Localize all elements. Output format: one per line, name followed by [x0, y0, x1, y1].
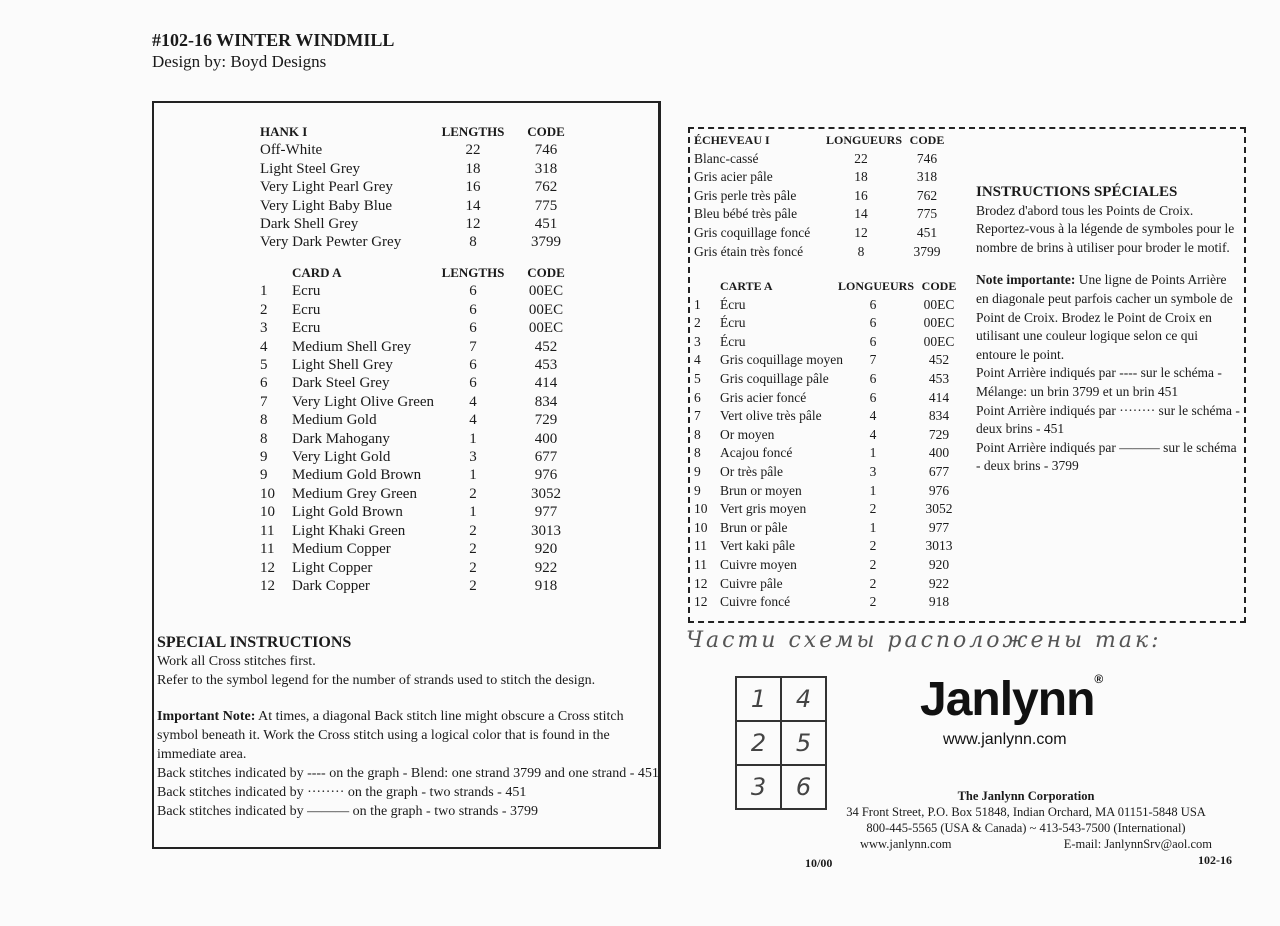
- thread-code: 400: [928, 445, 950, 461]
- thread-number: 6: [694, 389, 701, 405]
- thread-row: [694, 593, 970, 612]
- grid-cell: 5: [781, 721, 826, 765]
- thread-row: [260, 301, 576, 319]
- special-p2-fr: Reportez-vous à la légende de symboles pour le nombre de brins à utiliser pour broder le motif.: [976, 221, 1235, 255]
- hank-fr-col-lengths: LONGUEURS: [826, 133, 903, 147]
- special-p1-en: Work all Cross stitches first.: [157, 654, 316, 669]
- thread-code: 920: [928, 556, 950, 572]
- thread-row: [260, 522, 576, 540]
- hank-table-fr: [694, 131, 958, 261]
- thread-length: 4: [869, 426, 877, 442]
- corp-phone: 800-445-5565 (USA & Canada) ~ 413-543-7500 (International): [866, 821, 1186, 835]
- thread-name: Medium Copper: [292, 541, 391, 558]
- thread-code: 3052: [531, 485, 561, 502]
- thread-number: 3: [694, 333, 701, 349]
- thread-name: Light Steel Grey: [260, 160, 360, 177]
- thread-name: Very Light Gold: [292, 449, 391, 466]
- thread-row: [260, 577, 576, 595]
- thread-length: 14: [854, 206, 868, 222]
- thread-name: Vert kaki pâle: [720, 538, 795, 554]
- thread-code: 976: [928, 482, 950, 498]
- thread-row: [260, 485, 576, 503]
- thread-row: [694, 407, 970, 426]
- backstitch-blend-fr: Point Arrière indiqués par ---- sur le schéma - Mélange: un brin 3799 et un brin 451: [976, 365, 1222, 399]
- grid-cell: 3: [736, 765, 781, 809]
- card-fr-col-lengths: LONGUEURS: [838, 279, 915, 293]
- thread-number: 10: [260, 504, 275, 521]
- thread-row: [694, 537, 970, 556]
- thread-length: 1: [869, 519, 877, 535]
- thread-length: 4: [869, 408, 877, 424]
- card-col-code: CODE: [527, 265, 565, 280]
- thread-name: Gris acier pâle: [694, 169, 773, 185]
- thread-row: [260, 393, 576, 411]
- thread-row: [694, 224, 958, 243]
- note-label-en: Important Note:: [157, 709, 256, 724]
- thread-length: 1: [469, 430, 477, 447]
- thread-code: 775: [916, 206, 938, 222]
- thread-name: Very Light Olive Green: [292, 393, 435, 410]
- thread-row: [694, 556, 970, 575]
- thread-code: 977: [534, 504, 558, 521]
- card-header-fr: [694, 277, 970, 296]
- thread-name: Medium Gold: [292, 412, 377, 429]
- thread-row: [260, 141, 576, 159]
- thread-number: 9: [260, 449, 268, 466]
- hank-table-en: [260, 123, 576, 252]
- thread-code: 3799: [913, 243, 941, 259]
- thread-name: Light Gold Brown: [292, 504, 403, 521]
- thread-row: [260, 356, 576, 374]
- thread-row: [260, 430, 576, 448]
- thread-length: 7: [469, 338, 477, 355]
- thread-row: [694, 500, 970, 519]
- thread-row: [694, 426, 970, 445]
- french-panel: [688, 127, 1246, 623]
- thread-length: 1: [869, 445, 877, 461]
- thread-row: [260, 319, 576, 337]
- thread-code: 775: [534, 197, 558, 214]
- thread-code: 977: [928, 519, 950, 535]
- thread-name: Very Light Baby Blue: [260, 197, 393, 214]
- thread-row: [260, 197, 576, 215]
- thread-row: [694, 444, 970, 463]
- special-heading-en: SPECIAL INSTRUCTIONS: [157, 634, 352, 651]
- backstitch-blend-en: Back stitches indicated by ---- on the graph - Blend: one strand 3799 and one strand - 451: [157, 766, 659, 781]
- thread-name: Gris étain très foncé: [694, 243, 804, 259]
- thread-row: [260, 466, 576, 484]
- thread-code: 729: [534, 412, 558, 429]
- hank-fr-col-name: ÉCHEVEAU I: [694, 133, 770, 147]
- thread-code: 3052: [925, 501, 953, 517]
- thread-name: Brun or moyen: [720, 482, 802, 498]
- thread-length: 2: [469, 541, 477, 558]
- thread-name: Medium Grey Green: [292, 485, 417, 502]
- thread-name: Gris coquillage foncé: [694, 224, 811, 240]
- thread-number: 10: [694, 519, 708, 535]
- thread-row: [260, 282, 576, 300]
- thread-code: 00EC: [923, 333, 955, 349]
- thread-length: 8: [857, 243, 865, 259]
- thread-length: 8: [469, 234, 477, 251]
- thread-code: 318: [534, 160, 558, 177]
- thread-number: 8: [260, 412, 268, 429]
- thread-number: 12: [260, 559, 275, 576]
- thread-length: 3: [469, 449, 477, 466]
- thread-length: 16: [465, 179, 481, 196]
- thread-code: 414: [928, 389, 950, 405]
- janlynn-logo: [920, 672, 1102, 727]
- thread-number: 7: [694, 408, 701, 424]
- pattern-code: 102-16: [1198, 853, 1232, 867]
- card-header-en: [260, 264, 576, 282]
- thread-row: [260, 215, 576, 233]
- thread-length: 22: [465, 142, 481, 159]
- thread-length: 3: [869, 463, 877, 479]
- special-p2-en: Refer to the symbol legend for the number of strands used to stitch the design.: [157, 673, 596, 688]
- thread-length: 18: [465, 160, 481, 177]
- thread-length: 1: [869, 482, 877, 498]
- card-col-name: CARD A: [292, 265, 342, 280]
- thread-code: 318: [916, 169, 938, 185]
- important-note-en: [157, 707, 662, 764]
- thread-name: Cuivre foncé: [720, 594, 791, 610]
- thread-length: 2: [869, 538, 877, 554]
- thread-name: Light Khaki Green: [292, 522, 406, 539]
- thread-row: [694, 482, 970, 501]
- thread-row: [260, 540, 576, 558]
- thread-row: [694, 333, 970, 352]
- thread-length: 7: [869, 352, 877, 368]
- thread-row: [260, 374, 576, 392]
- thread-name: Ecru: [292, 283, 321, 300]
- thread-row: [260, 448, 576, 466]
- thread-code: 834: [928, 408, 950, 424]
- thread-code: 922: [928, 575, 950, 591]
- thread-row: [694, 519, 970, 538]
- thread-name: Écru: [720, 315, 746, 331]
- corporation-info: [826, 788, 1226, 852]
- thread-number: 2: [694, 315, 701, 331]
- grid-cell: 1: [736, 677, 781, 721]
- card-fr-col-name: CARTE A: [720, 279, 773, 293]
- thread-number: 5: [260, 357, 268, 374]
- thread-number: 12: [260, 577, 275, 594]
- thread-length: 6: [869, 333, 877, 349]
- thread-number: 2: [260, 301, 268, 318]
- thread-number: 11: [694, 538, 707, 554]
- thread-row: [694, 314, 970, 333]
- thread-number: 11: [694, 556, 707, 572]
- thread-code: 3013: [925, 538, 953, 554]
- thread-name: Very Dark Pewter Grey: [260, 234, 402, 251]
- thread-length: 6: [469, 375, 477, 392]
- thread-name: Light Shell Grey: [292, 357, 393, 374]
- card-table-en: [260, 264, 576, 595]
- note-label-fr: Note importante:: [976, 272, 1076, 288]
- thread-name: Dark Steel Grey: [292, 375, 390, 392]
- thread-number: 1: [694, 296, 701, 312]
- thread-length: 6: [869, 315, 877, 331]
- thread-length: 2: [869, 594, 877, 610]
- thread-length: 2: [869, 575, 877, 591]
- thread-length: 12: [854, 224, 868, 240]
- thread-length: 6: [469, 283, 477, 300]
- thread-code: 920: [534, 541, 558, 558]
- thread-length: 2: [469, 559, 477, 576]
- hank-fr-col-code: CODE: [909, 133, 945, 147]
- thread-number: 9: [260, 467, 268, 484]
- thread-length: 2: [469, 485, 477, 502]
- thread-number: 10: [260, 485, 275, 502]
- thread-number: 11: [260, 541, 275, 558]
- grid-cell: 4: [781, 677, 826, 721]
- special-instructions-en: [157, 633, 662, 821]
- thread-number: 8: [694, 445, 701, 461]
- thread-row: [694, 575, 970, 594]
- hank-col-lengths: LENGTHS: [441, 124, 505, 139]
- thread-number: 3: [260, 320, 268, 337]
- thread-length: 14: [465, 197, 481, 214]
- thread-number: 11: [260, 522, 275, 539]
- thread-name: Brun or pâle: [720, 519, 788, 535]
- thread-length: 6: [869, 296, 877, 312]
- thread-length: 4: [469, 412, 477, 429]
- thread-length: 2: [869, 556, 877, 572]
- thread-name: Dark Copper: [292, 577, 370, 594]
- thread-length: 4: [469, 393, 477, 410]
- thread-name: Gris perle très pâle: [694, 187, 797, 203]
- thread-name: Vert olive très pâle: [720, 408, 822, 424]
- thread-number: 4: [694, 352, 701, 368]
- thread-number: 8: [694, 426, 701, 442]
- thread-name: Very Light Pearl Grey: [260, 179, 393, 196]
- thread-code: 453: [534, 357, 558, 374]
- thread-name: Cuivre moyen: [720, 556, 797, 572]
- thread-name: Écru: [720, 333, 746, 349]
- thread-code: 00EC: [528, 283, 564, 300]
- card-fr-col-code: CODE: [921, 279, 957, 293]
- hank-header-en: [260, 123, 576, 141]
- grid-cell: 6: [781, 765, 826, 809]
- thread-row: [694, 389, 970, 408]
- thread-name: Vert gris moyen: [720, 501, 807, 517]
- hank-col-name: HANK I: [260, 124, 308, 139]
- thread-length: 2: [469, 522, 477, 539]
- thread-code: 451: [534, 216, 558, 233]
- thread-name: Off-White: [260, 142, 323, 159]
- thread-row: [694, 463, 970, 482]
- thread-row: [260, 338, 576, 356]
- special-p1-fr: Brodez d'abord tous les Points de Croix.: [976, 202, 1194, 218]
- special-instructions-fr: [976, 183, 1240, 476]
- english-panel: [152, 101, 661, 849]
- thread-length: 6: [869, 389, 877, 405]
- thread-name: Gris coquillage moyen: [720, 352, 843, 368]
- thread-name: Or très pâle: [720, 463, 783, 479]
- thread-row: [694, 168, 958, 187]
- thread-code: 976: [534, 467, 558, 484]
- hank-col-code: CODE: [527, 124, 565, 139]
- thread-code: 746: [534, 142, 558, 159]
- thread-number: 1: [260, 283, 268, 300]
- thread-code: 3799: [531, 234, 561, 251]
- thread-code: 452: [928, 352, 950, 368]
- backstitch-solid-fr: Point Arrière indiqués par ——— sur le schéma - deux brins - 3799: [976, 439, 1237, 474]
- thread-row: [694, 370, 970, 389]
- thread-length: 6: [469, 301, 477, 318]
- designer-credit: Design by: Boyd Designs: [152, 52, 327, 71]
- thread-row: [260, 559, 576, 577]
- thread-name: Dark Shell Grey: [260, 216, 359, 233]
- thread-name: Blanc-cassé: [694, 150, 759, 166]
- logo-text: Janlynn: [920, 673, 1095, 726]
- thread-code: 00EC: [528, 320, 564, 337]
- thread-name: Or moyen: [720, 426, 775, 442]
- thread-code: 918: [534, 577, 558, 594]
- thread-number: 9: [694, 482, 701, 498]
- thread-code: 451: [916, 224, 938, 240]
- pattern-title: #102-16 WINTER WINDMILL: [152, 30, 395, 50]
- note-text-en: At times, a diagonal Back stitch line might obscure a Cross stitch symbol beneath it. Work the Cross stitch using a logical color that is found in the immediate area.: [157, 709, 624, 762]
- print-date: 10/00: [805, 856, 833, 870]
- thread-row: [260, 503, 576, 521]
- thread-name: Ecru: [292, 320, 321, 337]
- thread-row: [260, 411, 576, 429]
- thread-code: 400: [534, 430, 558, 447]
- thread-number: 12: [694, 575, 708, 591]
- thread-length: 6: [869, 370, 877, 386]
- thread-number: 6: [260, 375, 268, 392]
- thread-code: 452: [534, 338, 558, 355]
- thread-name: Écru: [720, 296, 746, 312]
- registered-mark: ®: [1094, 672, 1103, 686]
- card-col-lengths: LENGTHS: [441, 265, 505, 280]
- thread-code: 762: [534, 179, 558, 196]
- thread-name: Ecru: [292, 301, 321, 318]
- thread-code: 834: [534, 393, 558, 410]
- thread-row: [694, 296, 970, 315]
- backstitch-solid-en: Back stitches indicated by ——— on the graph - two strands - 3799: [157, 804, 539, 819]
- backstitch-dotted-en: Back stitches indicated by ········ on the graph - two strands - 451: [157, 785, 527, 800]
- thread-number: 10: [694, 501, 708, 517]
- thread-number: 9: [694, 463, 701, 479]
- hank-header-fr: [694, 131, 958, 150]
- thread-length: 2: [869, 501, 877, 517]
- thread-row: [260, 160, 576, 178]
- thread-code: 918: [928, 594, 950, 610]
- thread-length: 1: [469, 504, 477, 521]
- thread-code: 00EC: [923, 296, 955, 312]
- thread-name: Acajou foncé: [720, 445, 793, 461]
- thread-code: 414: [534, 375, 558, 392]
- thread-row: [694, 243, 958, 262]
- thread-name: Bleu bébé très pâle: [694, 206, 798, 222]
- thread-code: 677: [534, 449, 558, 466]
- thread-code: 922: [534, 559, 558, 576]
- card-table-fr: [694, 277, 970, 612]
- thread-code: 729: [928, 426, 950, 442]
- thread-code: 3013: [531, 522, 561, 539]
- chart-page-layout-grid: [735, 676, 827, 810]
- corp-address: 34 Front Street, P.O. Box 51848, Indian Orchard, MA 01151-5848 USA: [846, 805, 1206, 819]
- thread-code: 00EC: [923, 315, 955, 331]
- thread-length: 18: [854, 169, 868, 185]
- corp-email: E-mail: JanlynnSrv@aol.com: [1063, 837, 1212, 851]
- thread-length: 6: [469, 357, 477, 374]
- corp-web: www.janlynn.com: [860, 837, 952, 851]
- logo-website: www.janlynn.com: [943, 731, 1067, 748]
- special-heading-fr: INSTRUCTIONS SPÉCIALES: [976, 184, 1178, 200]
- thread-length: 2: [469, 577, 477, 594]
- thread-number: 7: [260, 393, 268, 410]
- thread-name: Medium Shell Grey: [292, 338, 412, 355]
- note-text-fr: Une ligne de Points Arrière en diagonale peut parfois cacher un symbole de Point de Croix. Brodez le Point de Croix en utilisant une couleur logique selon ce qui entoure le point.: [976, 272, 1233, 362]
- thread-row: [260, 178, 576, 196]
- thread-row: [694, 187, 958, 206]
- grid-cell: 2: [736, 721, 781, 765]
- thread-length: 12: [465, 216, 481, 233]
- thread-name: Gris acier foncé: [720, 389, 807, 405]
- thread-code: 453: [928, 370, 950, 386]
- corp-name: The Janlynn Corporation: [957, 789, 1095, 803]
- thread-name: Light Copper: [292, 559, 373, 576]
- thread-code: 677: [928, 463, 950, 479]
- thread-name: Cuivre pâle: [720, 575, 783, 591]
- thread-number: 5: [694, 370, 701, 386]
- thread-code: 762: [916, 187, 938, 203]
- thread-number: 8: [260, 430, 268, 447]
- thread-length: 16: [854, 187, 868, 203]
- thread-name: Dark Mahogany: [292, 430, 390, 447]
- important-note-fr: [976, 271, 1240, 364]
- thread-length: 22: [854, 150, 868, 166]
- thread-row: [260, 233, 576, 251]
- thread-row: [694, 351, 970, 370]
- backstitch-dotted-fr: Point Arrière indiqués par ········ sur le schéma - deux brins - 451: [976, 402, 1240, 437]
- handwritten-note: Части схемы расположены так:: [686, 628, 1162, 653]
- thread-row: [694, 205, 958, 224]
- thread-length: 6: [469, 320, 477, 337]
- thread-row: [694, 150, 958, 169]
- thread-name: Gris coquillage pâle: [720, 370, 829, 386]
- thread-code: 746: [916, 150, 938, 166]
- thread-number: 12: [694, 594, 708, 610]
- thread-code: 00EC: [528, 301, 564, 318]
- thread-name: Medium Gold Brown: [292, 467, 422, 484]
- thread-number: 4: [260, 338, 268, 355]
- thread-length: 1: [469, 467, 477, 484]
